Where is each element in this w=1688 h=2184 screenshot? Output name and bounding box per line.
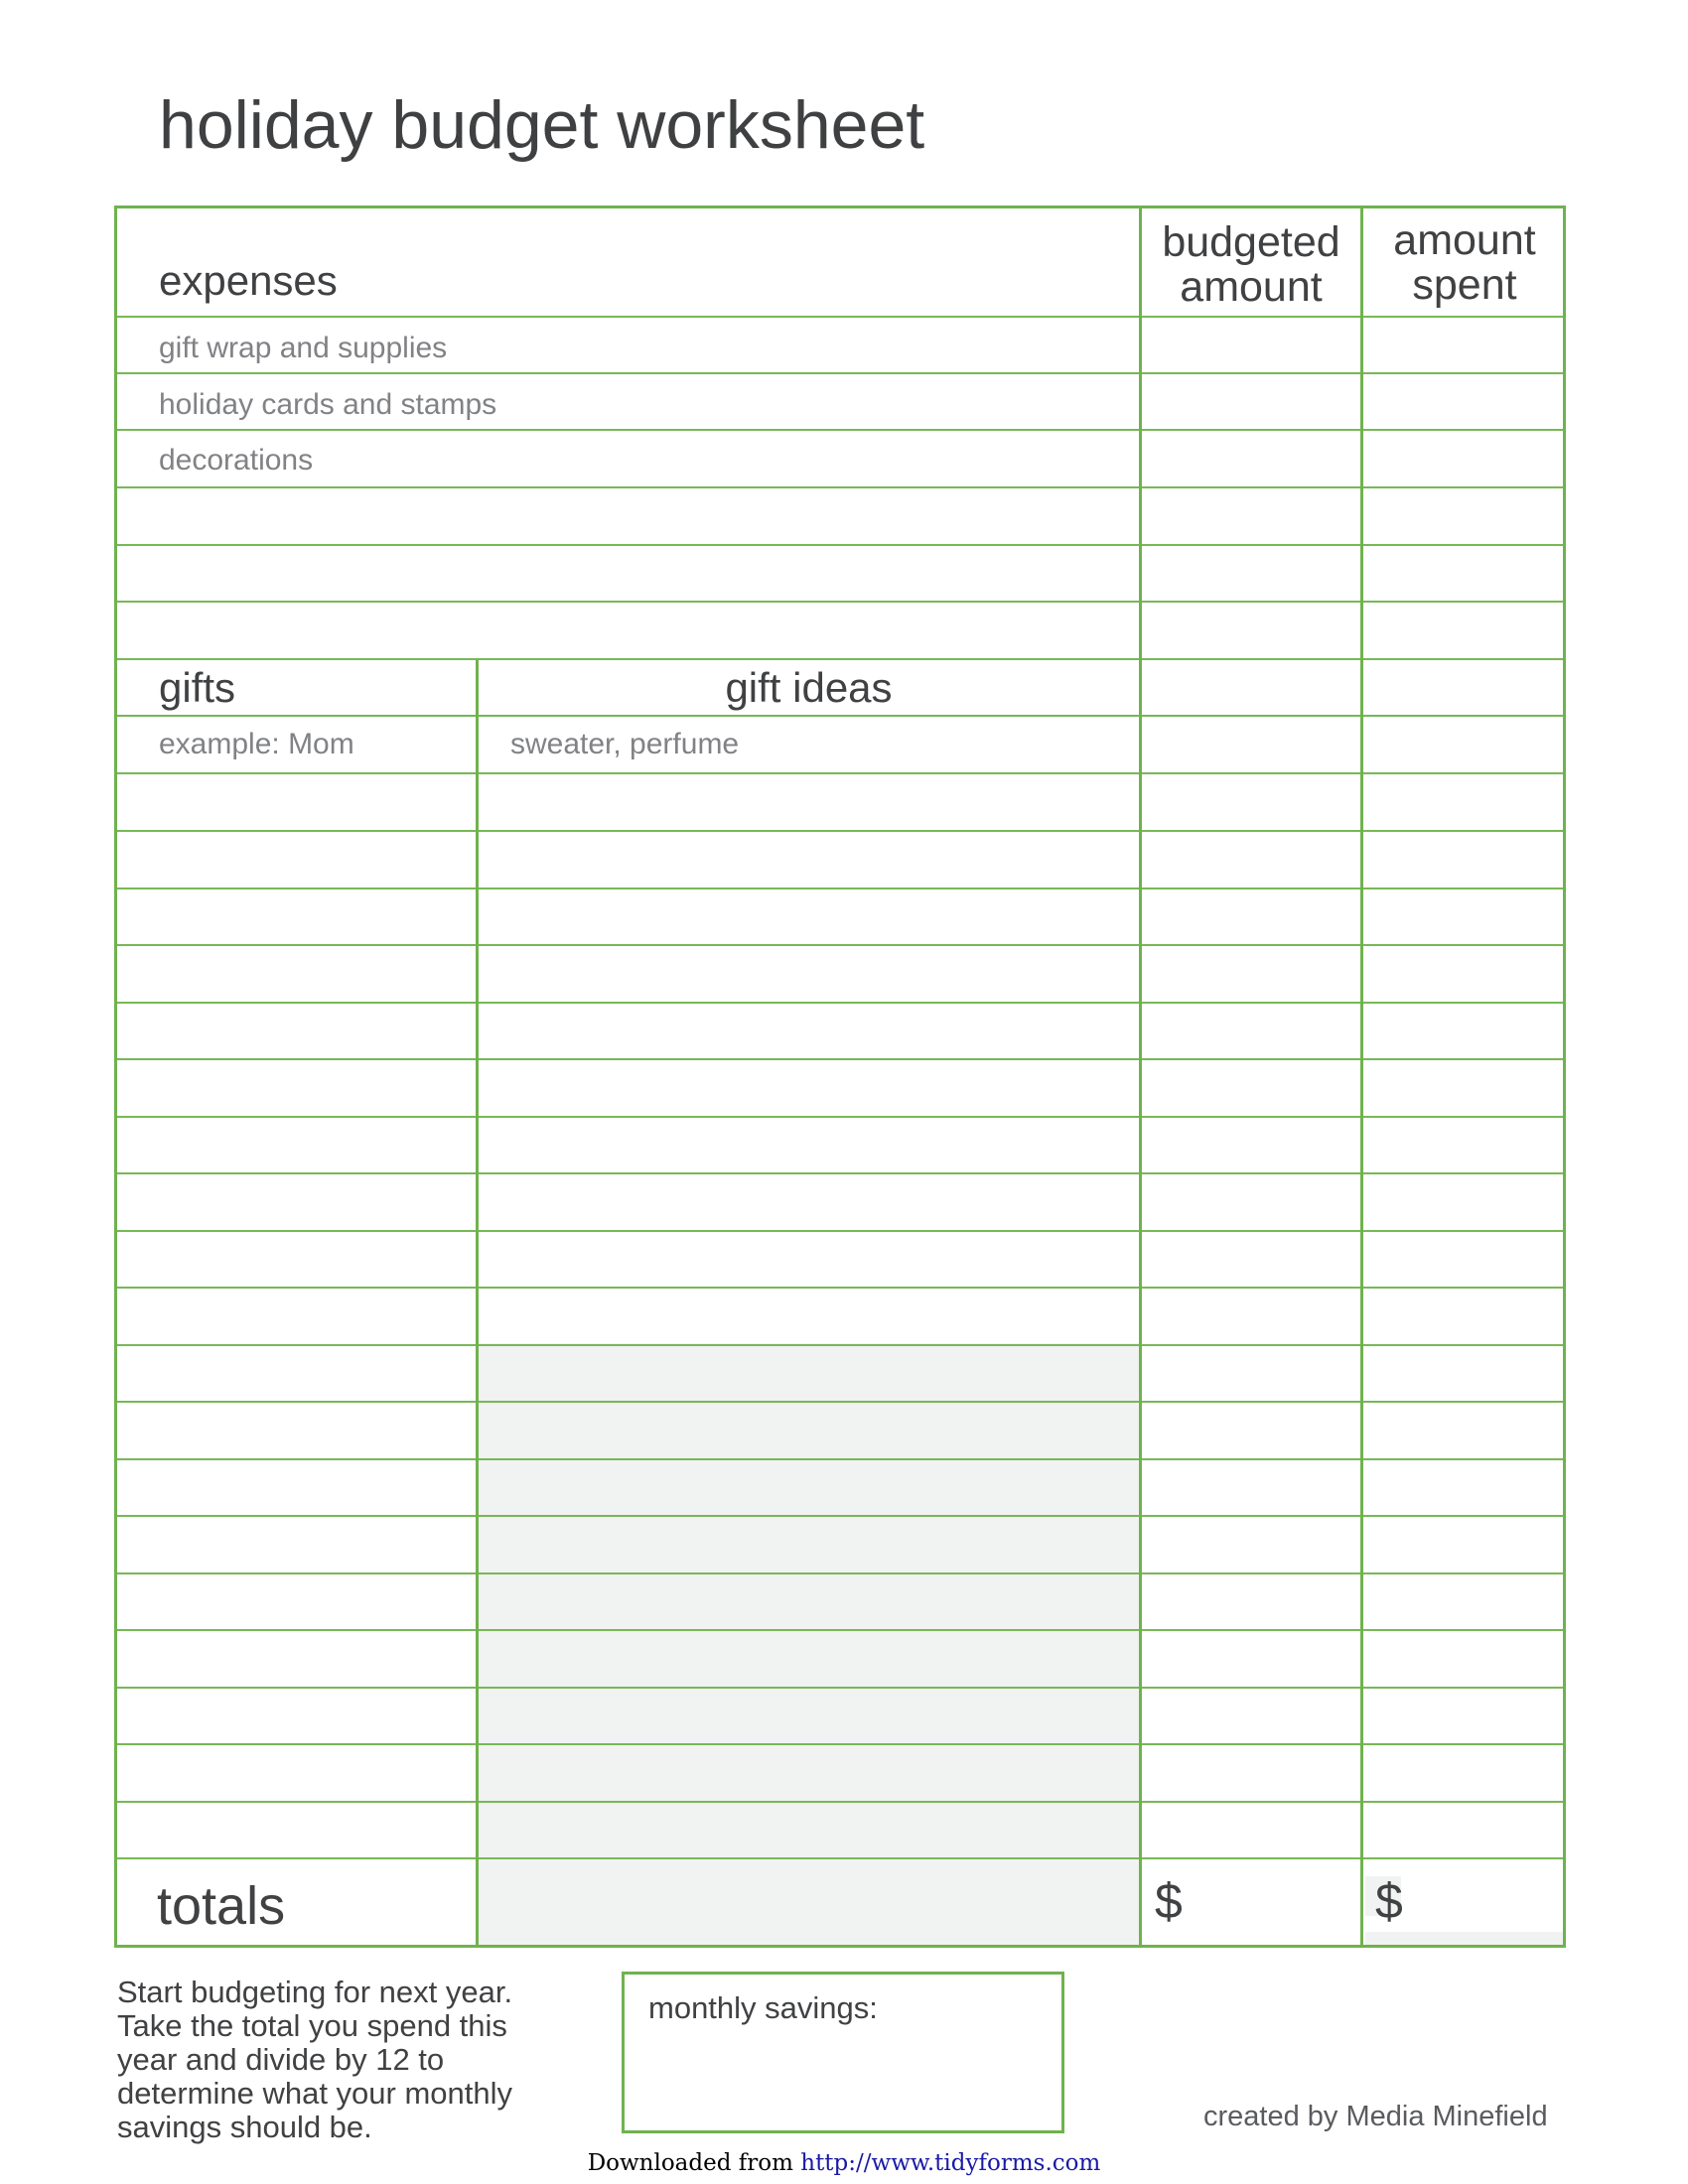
- budgeted-total-dollar: $: [1155, 1873, 1183, 1929]
- monthly-savings-label: monthly savings:: [648, 1990, 878, 2025]
- page-title: holiday budget worksheet: [159, 87, 925, 163]
- gifts-header: gifts: [159, 664, 236, 711]
- credit-text: created by Media Minefield: [1203, 2101, 1548, 2132]
- footer-link[interactable]: http://www.tidyforms.com: [800, 2150, 1101, 2176]
- expense-item: gift wrap and supplies: [159, 332, 448, 364]
- budgeted-header-line2: amount: [1180, 262, 1323, 311]
- gift-example-recipient: example: Mom: [159, 728, 354, 760]
- gift-example-ideas: sweater, perfume: [510, 728, 740, 760]
- expense-item: decorations: [159, 444, 314, 477]
- footer-prefix: Downloaded from: [587, 2150, 793, 2176]
- monthly-savings-box[interactable]: [622, 1972, 1064, 2133]
- budgeted-header-line1: budgeted: [1162, 218, 1340, 266]
- spent-header-line2: spent: [1412, 260, 1517, 309]
- download-footer: [0, 2150, 1688, 2176]
- table-frame: [114, 205, 1566, 1948]
- gift-ideas-header: gift ideas: [725, 664, 893, 711]
- budgeting-note: Start budgeting for next year. Take the total you spend this year and divide by 12 to determine what your monthly savings should be.: [117, 1975, 513, 2144]
- budgeted-amount-header: [1142, 220, 1360, 309]
- expense-item: holiday cards and stamps: [159, 388, 497, 421]
- totals-label: totals: [157, 1876, 286, 1936]
- expenses-header: expenses: [159, 257, 338, 304]
- amount-spent-header: [1363, 218, 1566, 307]
- spent-total-dollar: $: [1375, 1873, 1403, 1929]
- spent-header-line1: amount: [1393, 216, 1536, 264]
